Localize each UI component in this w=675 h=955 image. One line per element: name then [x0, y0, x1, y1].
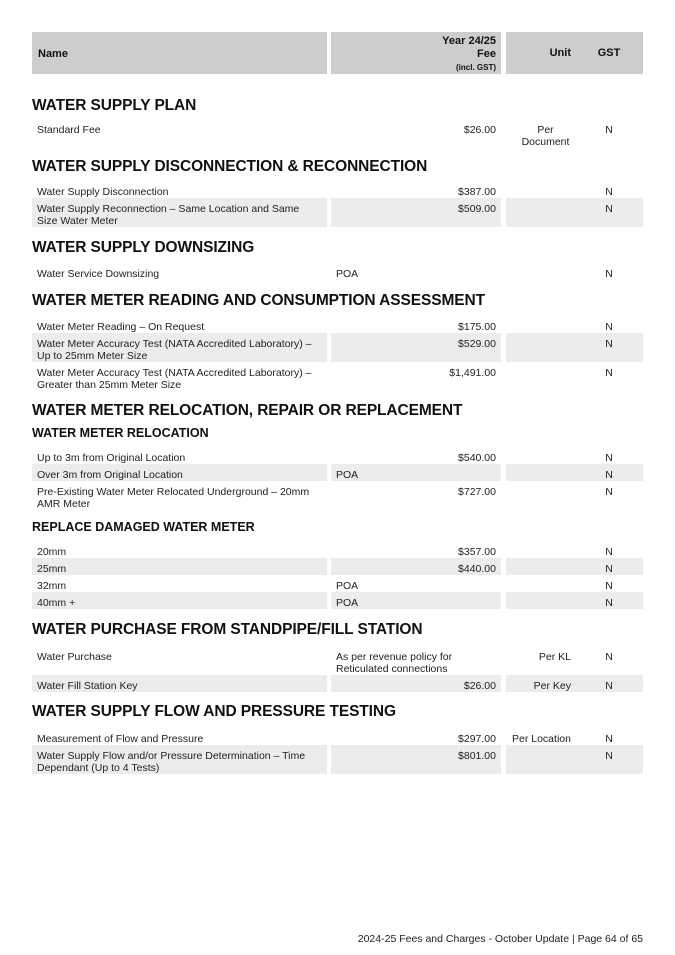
row-gst: N — [605, 268, 613, 280]
section-heading: WATER METER RELOCATION, REPAIR OR REPLACEMENT — [32, 402, 463, 419]
row-fee: POA — [331, 464, 501, 481]
section-heading: WATER METER READING AND CONSUMPTION ASSESSMENT — [32, 292, 485, 309]
row-fee: $440.00 — [331, 558, 501, 575]
row-name: Water Supply Disconnection — [37, 186, 169, 198]
table-row — [32, 541, 643, 558]
row-unit-gst — [506, 316, 643, 333]
section-heading: WATER SUPPLY FLOW AND PRESSURE TESTING — [32, 703, 396, 720]
row-unit-gst — [506, 362, 643, 391]
row-name: Water Service Downsizing — [37, 268, 160, 280]
row-fee: As per revenue policy for Reticulated connections — [336, 651, 453, 675]
row-gst: N — [605, 580, 613, 592]
row-name: Water Supply Flow and/or Pressure Determination – Time Dependant (Up to 4 Tests) — [32, 745, 327, 774]
row-gst: N — [605, 680, 613, 692]
row-name: Water Meter Reading – On Request — [37, 321, 205, 333]
section-heading: WATER PURCHASE FROM STANDPIPE/FILL STATION — [32, 621, 423, 638]
table-row — [32, 333, 643, 362]
row-gst: N — [605, 321, 613, 333]
row-name: 20mm — [37, 546, 67, 558]
row-gst: N — [605, 546, 613, 558]
row-name: Water Fill Station Key — [32, 675, 327, 692]
table-row — [32, 728, 643, 745]
row-gst: N — [605, 486, 613, 498]
row-fee: $529.00 — [331, 333, 501, 362]
row-fee: POA — [336, 268, 359, 280]
table-row — [32, 558, 643, 575]
row-fee: POA — [331, 592, 501, 609]
table-row — [32, 447, 643, 464]
row-name: 25mm — [32, 558, 327, 575]
table-row — [32, 675, 643, 692]
row-name: Measurement of Flow and Pressure — [37, 733, 204, 745]
row-fee: $801.00 — [331, 745, 501, 774]
row-unit-gst — [506, 728, 643, 745]
table-row — [32, 646, 643, 675]
header-fee — [331, 32, 501, 74]
row-unit: Per KL — [538, 651, 571, 663]
row-unit — [506, 558, 575, 575]
row-unit-gst — [506, 464, 643, 481]
row-fee: POA — [336, 580, 359, 592]
row-unit: Per Key — [533, 680, 571, 692]
row-name: Water Purchase — [37, 651, 112, 663]
row-name: Up to 3m from Original Location — [37, 452, 186, 464]
header-fee-label: Fee — [477, 48, 496, 60]
row-unit-gst — [506, 333, 643, 362]
row-unit — [506, 745, 575, 774]
row-unit-gst — [506, 541, 643, 558]
header-gst: GST — [597, 47, 621, 59]
row-unit-gst — [506, 745, 643, 774]
fees-page — [32, 32, 643, 774]
row-unit — [506, 333, 575, 362]
row-unit: Per Document — [521, 124, 570, 148]
row-unit — [506, 464, 575, 481]
row-name: Pre-Existing Water Meter Relocated Underground – 20mm AMR Meter — [37, 486, 310, 510]
row-gst: N — [605, 367, 613, 379]
row-name: Water Meter Accuracy Test (NATA Accredited Laboratory) – Greater than 25mm Meter Size — [37, 367, 312, 391]
section-heading: WATER SUPPLY PLAN — [32, 97, 197, 114]
row-gst: N — [605, 469, 613, 481]
table-row — [32, 181, 643, 198]
section-heading: WATER SUPPLY DISCONNECTION & RECONNECTION — [32, 158, 428, 175]
row-fee: $540.00 — [458, 452, 496, 464]
header-name: Name — [32, 32, 327, 74]
row-fee: $1,491.00 — [449, 367, 496, 379]
row-unit-gst — [506, 198, 643, 227]
row-unit-gst — [506, 646, 643, 675]
row-name: Over 3m from Original Location — [32, 464, 327, 481]
row-unit — [506, 316, 575, 333]
row-unit-gst — [506, 675, 643, 692]
row-unit — [506, 592, 575, 609]
table-row — [32, 464, 643, 481]
row-fee: $175.00 — [458, 321, 496, 333]
row-unit — [506, 575, 575, 592]
table-row — [32, 481, 643, 510]
row-fee: $727.00 — [458, 486, 496, 498]
section-heading: WATER SUPPLY DOWNSIZING — [32, 239, 255, 256]
row-fee: $509.00 — [331, 198, 501, 227]
row-unit-gst — [506, 263, 643, 280]
table-row — [32, 362, 643, 391]
row-unit — [506, 541, 575, 558]
row-unit-gst — [506, 575, 643, 592]
table-row — [32, 745, 643, 774]
table-row — [32, 119, 643, 149]
subsection-heading: REPLACE DAMAGED WATER METER — [32, 520, 255, 534]
row-unit-gst — [506, 481, 643, 510]
row-unit-gst — [506, 558, 643, 575]
row-gst: N — [605, 651, 613, 663]
row-name: Standard Fee — [37, 124, 101, 136]
row-unit — [506, 181, 575, 198]
row-fee: $297.00 — [458, 733, 496, 745]
row-unit — [506, 263, 575, 280]
header-fee-note: (incl. GST) — [456, 63, 496, 72]
row-fee: $357.00 — [458, 546, 496, 558]
table-row — [32, 592, 643, 609]
table-row — [32, 316, 643, 333]
row-name: Water Supply Reconnection – Same Location and Same Size Water Meter — [32, 198, 327, 227]
table-row — [32, 198, 643, 227]
row-unit-gst — [506, 181, 643, 198]
row-gst: N — [605, 338, 613, 350]
row-gst: N — [605, 124, 613, 136]
row-unit-gst — [506, 119, 643, 149]
row-unit: Per Location — [512, 733, 571, 745]
row-fee: $26.00 — [463, 124, 496, 136]
row-unit-gst — [506, 447, 643, 464]
row-gst: N — [605, 452, 613, 464]
header-fee-year: Year 24/25 — [442, 35, 496, 47]
row-gst: N — [605, 750, 613, 762]
row-fee: $26.00 — [331, 675, 501, 692]
table-row — [32, 575, 643, 592]
table-row — [32, 263, 643, 280]
row-gst: N — [605, 203, 613, 215]
row-name: 40mm + — [32, 592, 327, 609]
row-name: Water Meter Accuracy Test (NATA Accredited Laboratory) – Up to 25mm Meter Size — [32, 333, 327, 362]
row-unit — [506, 362, 575, 391]
row-unit — [506, 198, 575, 227]
row-name: 32mm — [37, 580, 67, 592]
row-unit — [506, 481, 575, 510]
row-fee: $387.00 — [458, 186, 496, 198]
header-unit-gst — [506, 32, 643, 74]
row-unit — [506, 447, 575, 464]
row-unit-gst — [506, 592, 643, 609]
row-gst: N — [605, 563, 613, 575]
subsection-heading: WATER METER RELOCATION — [32, 426, 209, 440]
page-footer: 2024-25 Fees and Charges - October Update | Page 64 of 65 — [357, 933, 643, 945]
header-unit: Unit — [549, 47, 571, 59]
row-gst: N — [605, 733, 613, 745]
table-header — [32, 32, 643, 74]
row-gst: N — [605, 186, 613, 198]
row-gst: N — [605, 597, 613, 609]
